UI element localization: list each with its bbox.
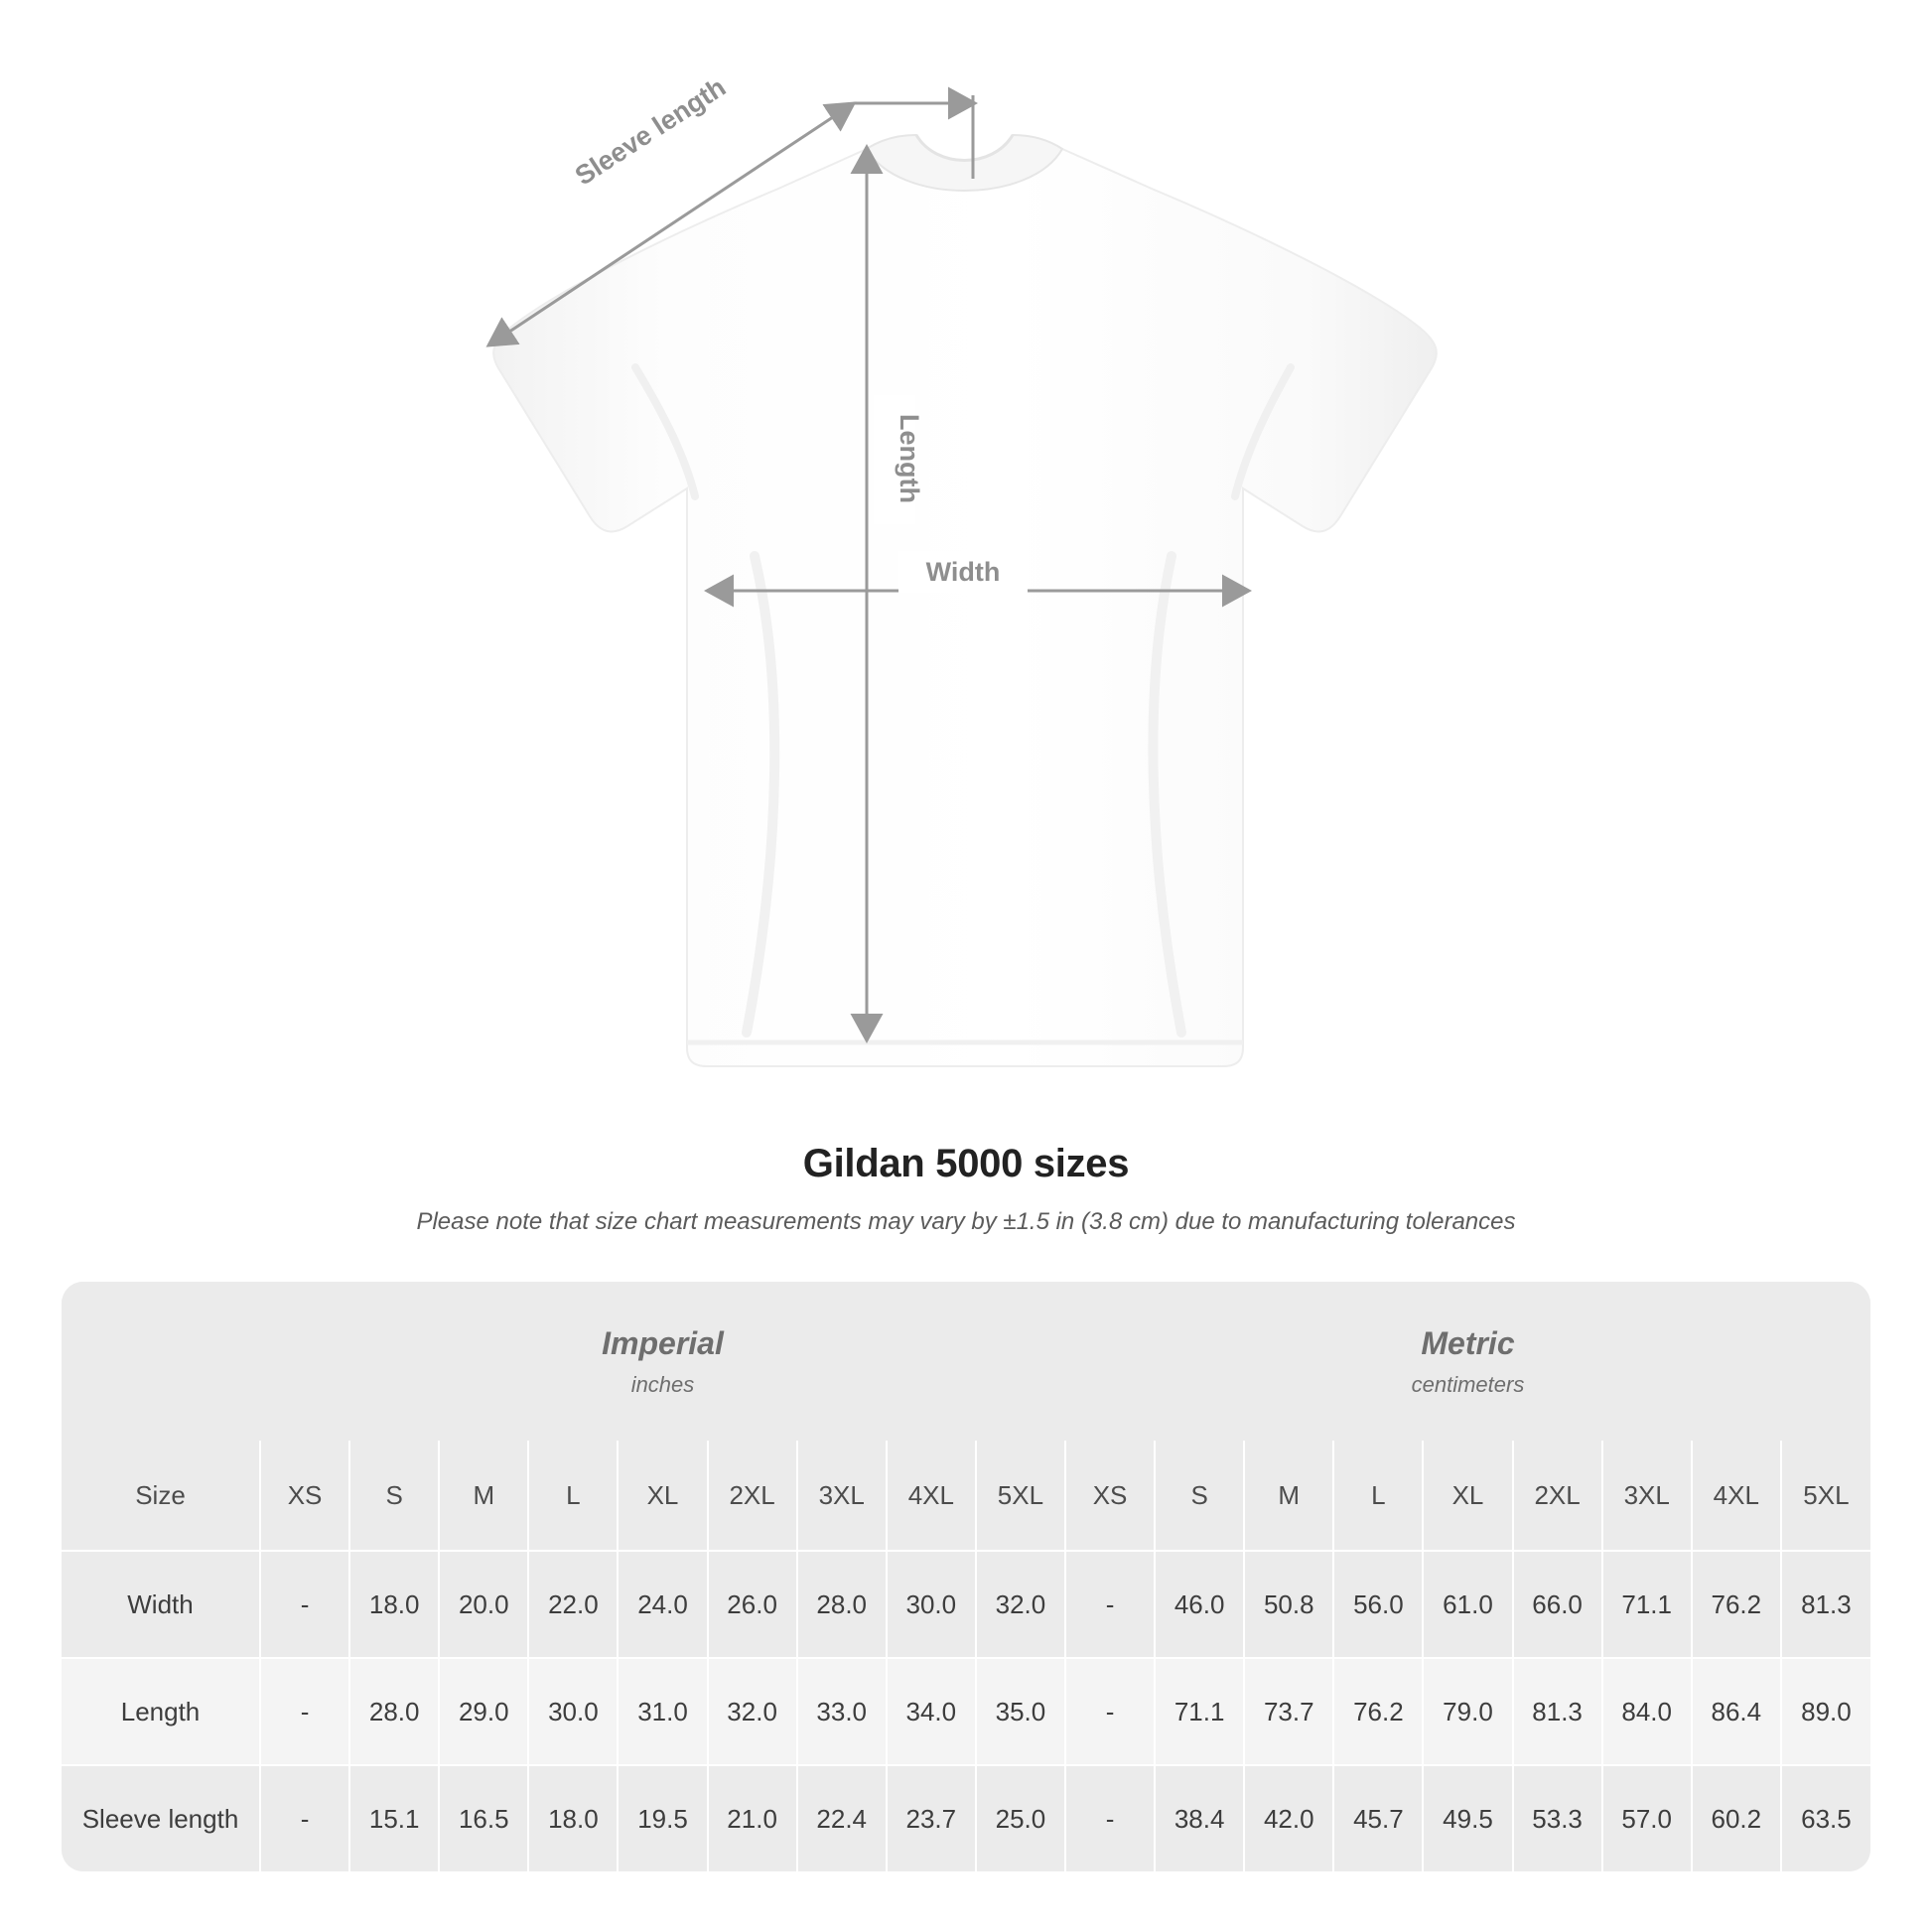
cell-sleeve-metric-4xl: 60.2 bbox=[1692, 1765, 1781, 1871]
cell-sleeve-imperial-l: 18.0 bbox=[528, 1765, 618, 1871]
row-label-sleeve-length: Sleeve length bbox=[62, 1765, 260, 1871]
cell-sleeve-metric-m: 42.0 bbox=[1244, 1765, 1333, 1871]
cell-length-metric-s: 71.1 bbox=[1155, 1658, 1244, 1765]
cell-width-metric-4xl: 76.2 bbox=[1692, 1551, 1781, 1658]
cell-length-metric-m: 73.7 bbox=[1244, 1658, 1333, 1765]
cell-length-imperial-5xl: 35.0 bbox=[976, 1658, 1065, 1765]
cell-sleeve-imperial-4xl: 23.7 bbox=[887, 1765, 976, 1871]
cell-length-imperial-l: 30.0 bbox=[528, 1658, 618, 1765]
size-header-metric-2xl: 2XL bbox=[1513, 1441, 1602, 1551]
unit-group-imperial bbox=[260, 1282, 1065, 1441]
cell-sleeve-metric-s: 38.4 bbox=[1155, 1765, 1244, 1871]
cell-width-imperial-xl: 24.0 bbox=[618, 1551, 707, 1658]
size-header-imperial-3xl: 3XL bbox=[797, 1441, 887, 1551]
cell-width-metric-m: 50.8 bbox=[1244, 1551, 1333, 1658]
table-row bbox=[62, 1551, 1870, 1658]
width-label: Width bbox=[925, 557, 1001, 587]
size-header-imperial-2xl: 2XL bbox=[708, 1441, 797, 1551]
cell-sleeve-imperial-3xl: 22.4 bbox=[797, 1765, 887, 1871]
tolerance-note: Please note that size chart measurements may vary by ±1.5 in (3.8 cm) due to manufacturing tolerances bbox=[416, 1208, 1516, 1235]
size-header-imperial-l: L bbox=[528, 1441, 618, 1551]
size-header-imperial-5xl: 5XL bbox=[976, 1441, 1065, 1551]
size-header-metric-m: M bbox=[1244, 1441, 1333, 1551]
sleeve-length-label: Sleeve length bbox=[569, 71, 732, 192]
cell-sleeve-imperial-xs: - bbox=[260, 1765, 349, 1871]
cell-width-metric-3xl: 71.1 bbox=[1602, 1551, 1692, 1658]
cell-sleeve-imperial-m: 16.5 bbox=[439, 1765, 528, 1871]
unit-header-spacer bbox=[62, 1282, 260, 1441]
length-label: Length bbox=[895, 414, 924, 503]
cell-length-imperial-xl: 31.0 bbox=[618, 1658, 707, 1765]
cell-length-metric-xl: 79.0 bbox=[1423, 1658, 1512, 1765]
size-header-metric-4xl: 4XL bbox=[1692, 1441, 1781, 1551]
cell-width-imperial-xs: - bbox=[260, 1551, 349, 1658]
cell-width-imperial-4xl: 30.0 bbox=[887, 1551, 976, 1658]
size-header-metric-xl: XL bbox=[1423, 1441, 1512, 1551]
cell-length-metric-l: 76.2 bbox=[1333, 1658, 1423, 1765]
cell-width-metric-xs: - bbox=[1065, 1551, 1155, 1658]
cell-sleeve-imperial-5xl: 25.0 bbox=[976, 1765, 1065, 1871]
row-label-width: Width bbox=[62, 1551, 260, 1658]
size-header-metric-3xl: 3XL bbox=[1602, 1441, 1692, 1551]
cell-sleeve-metric-2xl: 53.3 bbox=[1513, 1765, 1602, 1871]
size-header-row bbox=[62, 1441, 1870, 1551]
cell-length-imperial-2xl: 32.0 bbox=[708, 1658, 797, 1765]
size-corner-header: Size bbox=[62, 1441, 260, 1551]
cell-width-imperial-m: 20.0 bbox=[439, 1551, 528, 1658]
cell-width-metric-s: 46.0 bbox=[1155, 1551, 1244, 1658]
row-label-length: Length bbox=[62, 1658, 260, 1765]
cell-length-metric-5xl: 89.0 bbox=[1781, 1658, 1870, 1765]
cell-width-metric-xl: 61.0 bbox=[1423, 1551, 1512, 1658]
page-title: Gildan 5000 sizes bbox=[802, 1142, 1130, 1185]
cell-length-imperial-3xl: 33.0 bbox=[797, 1658, 887, 1765]
size-header-imperial-4xl: 4XL bbox=[887, 1441, 976, 1551]
size-header-metric-xs: XS bbox=[1065, 1441, 1155, 1551]
cell-length-imperial-m: 29.0 bbox=[439, 1658, 528, 1765]
cell-sleeve-imperial-xl: 19.5 bbox=[618, 1765, 707, 1871]
cell-width-imperial-3xl: 28.0 bbox=[797, 1551, 887, 1658]
tshirt-shape bbox=[493, 135, 1437, 1066]
cell-width-imperial-5xl: 32.0 bbox=[976, 1551, 1065, 1658]
size-header-metric-5xl: 5XL bbox=[1781, 1441, 1870, 1551]
table-row bbox=[62, 1765, 1870, 1871]
unit-group-metric-sub: centimeters bbox=[1411, 1371, 1525, 1397]
cell-sleeve-metric-5xl: 63.5 bbox=[1781, 1765, 1870, 1871]
cell-sleeve-metric-xs: - bbox=[1065, 1765, 1155, 1871]
cell-length-imperial-s: 28.0 bbox=[349, 1658, 439, 1765]
chart-title-block bbox=[0, 1142, 1932, 1236]
cell-length-metric-2xl: 81.3 bbox=[1513, 1658, 1602, 1765]
cell-width-metric-l: 56.0 bbox=[1333, 1551, 1423, 1658]
cell-width-metric-5xl: 81.3 bbox=[1781, 1551, 1870, 1658]
size-header-imperial-m: M bbox=[439, 1441, 528, 1551]
cell-length-imperial-xs: - bbox=[260, 1658, 349, 1765]
unit-group-imperial-name: Imperial bbox=[602, 1324, 724, 1361]
table-row bbox=[62, 1658, 1870, 1765]
cell-sleeve-metric-l: 45.7 bbox=[1333, 1765, 1423, 1871]
size-table bbox=[62, 1282, 1870, 1871]
cell-width-imperial-2xl: 26.0 bbox=[708, 1551, 797, 1658]
cell-width-imperial-l: 22.0 bbox=[528, 1551, 618, 1658]
cell-width-metric-2xl: 66.0 bbox=[1513, 1551, 1602, 1658]
cell-length-metric-4xl: 86.4 bbox=[1692, 1658, 1781, 1765]
size-header-imperial-xl: XL bbox=[618, 1441, 707, 1551]
size-table-wrapper bbox=[62, 1282, 1870, 1871]
cell-length-imperial-4xl: 34.0 bbox=[887, 1658, 976, 1765]
cell-sleeve-imperial-s: 15.1 bbox=[349, 1765, 439, 1871]
size-header-metric-s: S bbox=[1155, 1441, 1244, 1551]
size-header-imperial-xs: XS bbox=[260, 1441, 349, 1551]
cell-sleeve-metric-xl: 49.5 bbox=[1423, 1765, 1512, 1871]
unit-group-metric bbox=[1065, 1282, 1870, 1441]
cell-sleeve-imperial-2xl: 21.0 bbox=[708, 1765, 797, 1871]
size-header-metric-l: L bbox=[1333, 1441, 1423, 1551]
cell-width-imperial-s: 18.0 bbox=[349, 1551, 439, 1658]
size-header-imperial-s: S bbox=[349, 1441, 439, 1551]
cell-length-metric-xs: - bbox=[1065, 1658, 1155, 1765]
cell-sleeve-metric-3xl: 57.0 bbox=[1602, 1765, 1692, 1871]
unit-group-metric-name: Metric bbox=[1421, 1324, 1515, 1361]
cell-length-metric-3xl: 84.0 bbox=[1602, 1658, 1692, 1765]
unit-header-row bbox=[62, 1282, 1870, 1441]
unit-group-imperial-sub: inches bbox=[630, 1371, 695, 1397]
